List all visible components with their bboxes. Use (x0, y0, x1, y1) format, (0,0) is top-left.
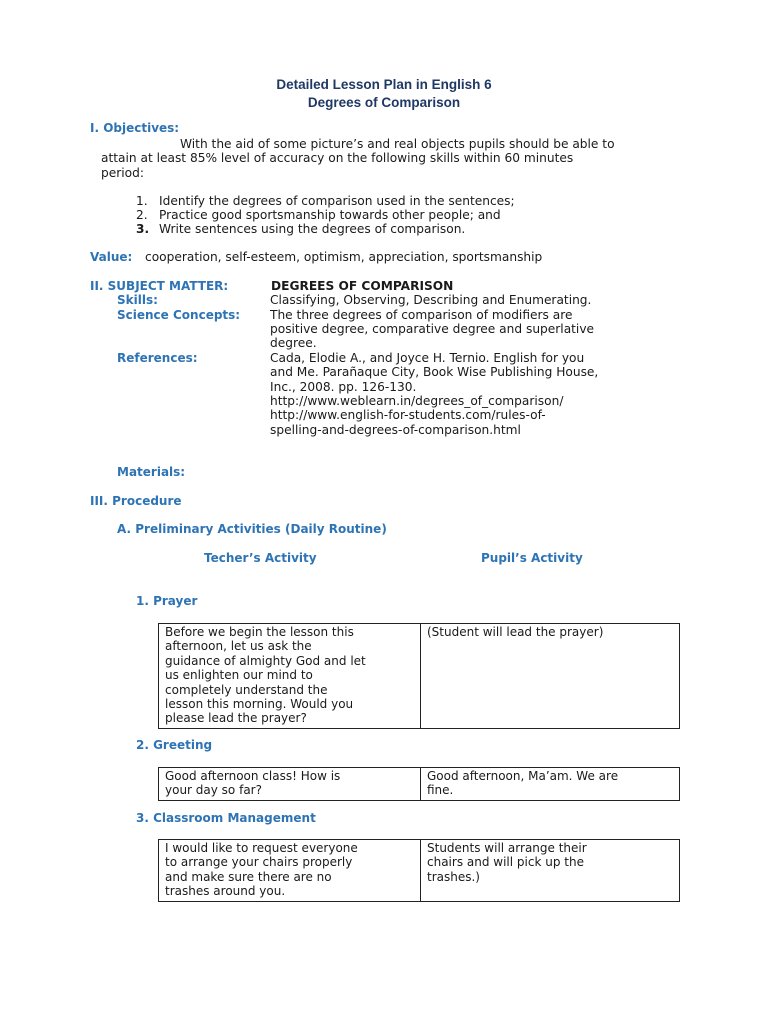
objective-item: Practice good sportsmanship towards other people; and (159, 208, 501, 222)
cell-line: trashes.) (427, 869, 480, 884)
reference-link[interactable]: http://www.english-for-students.com/rules-of- (270, 408, 546, 422)
pupil-activity-cell (421, 840, 680, 902)
concepts-line: The three degrees of comparison of modifiers are (270, 308, 573, 322)
objective-number: 3. (136, 222, 150, 236)
preliminary-activities-heading: A. Preliminary Activities (Daily Routine) (117, 522, 387, 536)
pupil-activity-cell (421, 624, 680, 729)
cell-line: to arrange your chairs properly (165, 855, 353, 870)
pupil-activity-cell (421, 768, 680, 801)
document-title: Detailed Lesson Plan in English 6 (276, 77, 492, 92)
greeting-table (158, 767, 680, 801)
cell-line: your day so far? (165, 783, 262, 798)
teacher-activity-cell (159, 624, 421, 729)
value-label: Value: (90, 250, 133, 264)
teacher-activity-cell (159, 840, 421, 902)
cell-line: completely understand the (165, 682, 328, 697)
cell-line: I would like to request everyone (165, 841, 358, 855)
skills-label: Skills: (117, 293, 158, 307)
reference-link[interactable]: http://www.weblearn.in/degrees_of_comparison/ (270, 394, 564, 408)
objectives-text-line: With the aid of some picture’s and real objects pupils should be able to (180, 137, 615, 151)
reference-line: and Me. Parañaque City, Book Wise Publishing House, (270, 365, 599, 379)
prayer-table (158, 623, 680, 729)
prayer-heading: 1. Prayer (136, 594, 198, 608)
teacher-activity-column-header: Techer’s Activity (204, 551, 317, 565)
objective-number: 2. (136, 208, 148, 222)
cell-line: us enlighten our mind to (165, 668, 313, 683)
cell-line: trashes around you. (165, 884, 286, 899)
classroom-management-table (158, 839, 680, 902)
procedure-heading: III. Procedure (90, 494, 182, 508)
reference-line: Inc., 2008. pp. 126-130. (270, 380, 417, 394)
table-row (159, 624, 680, 729)
cell-line: and make sure there are no (165, 869, 332, 884)
references-label: References: (117, 351, 198, 365)
objectives-text-line: attain at least 85% level of accuracy on the following skills within 60 minutes (101, 151, 574, 165)
skills-text: Classifying, Observing, Describing and Enumerating. (270, 293, 592, 307)
objectives-heading: I. Objectives: (90, 121, 180, 135)
concepts-line: positive degree, comparative degree and superlative (270, 322, 595, 336)
cell-line: chairs and will pick up the (427, 855, 584, 870)
objective-item: Identify the degrees of comparison used in the sentences; (159, 194, 515, 208)
pupil-activity-column-header: Pupil’s Activity (481, 551, 583, 565)
cell-line: (Student will lead the prayer) (427, 625, 604, 639)
cell-line: please lead the prayer? (165, 711, 307, 726)
materials-label: Materials: (117, 465, 186, 479)
cell-line: guidance of almighty God and let (165, 653, 366, 668)
cell-line: fine. (427, 783, 454, 798)
cell-line: afternoon, let us ask the (165, 639, 312, 654)
table-row (159, 840, 680, 902)
reference-link[interactable]: spelling-and-degrees-of-comparison.html (270, 423, 521, 437)
cell-line: Good afternoon, Ma’am. We are (427, 769, 619, 783)
subject-matter-heading: II. SUBJECT MATTER: (90, 279, 229, 293)
reference-line: Cada, Elodie A., and Joyce H. Ternio. English for you (270, 351, 585, 365)
greeting-heading: 2. Greeting (136, 738, 213, 752)
objective-number: 1. (136, 194, 148, 208)
subject-matter-topic: DEGREES OF COMPARISON (271, 279, 454, 293)
classroom-management-heading: 3. Classroom Management (136, 811, 316, 825)
objective-item: Write sentences using the degrees of comparison. (159, 222, 466, 236)
table-row (159, 768, 680, 801)
cell-line: Before we begin the lesson this (165, 625, 354, 639)
value-text: cooperation, self-esteem, optimism, appreciation, sportsmanship (145, 250, 543, 264)
cell-line: Good afternoon class! How is (165, 769, 341, 783)
cell-line: Students will arrange their (427, 841, 587, 855)
objectives-text-line: period: (101, 166, 144, 180)
concepts-line: degree. (270, 336, 317, 350)
teacher-activity-cell (159, 768, 421, 801)
concepts-label: Science Concepts: (117, 308, 241, 322)
cell-line: lesson this morning. Would you (165, 697, 354, 712)
document-subtitle: Degrees of Comparison (307, 95, 461, 110)
